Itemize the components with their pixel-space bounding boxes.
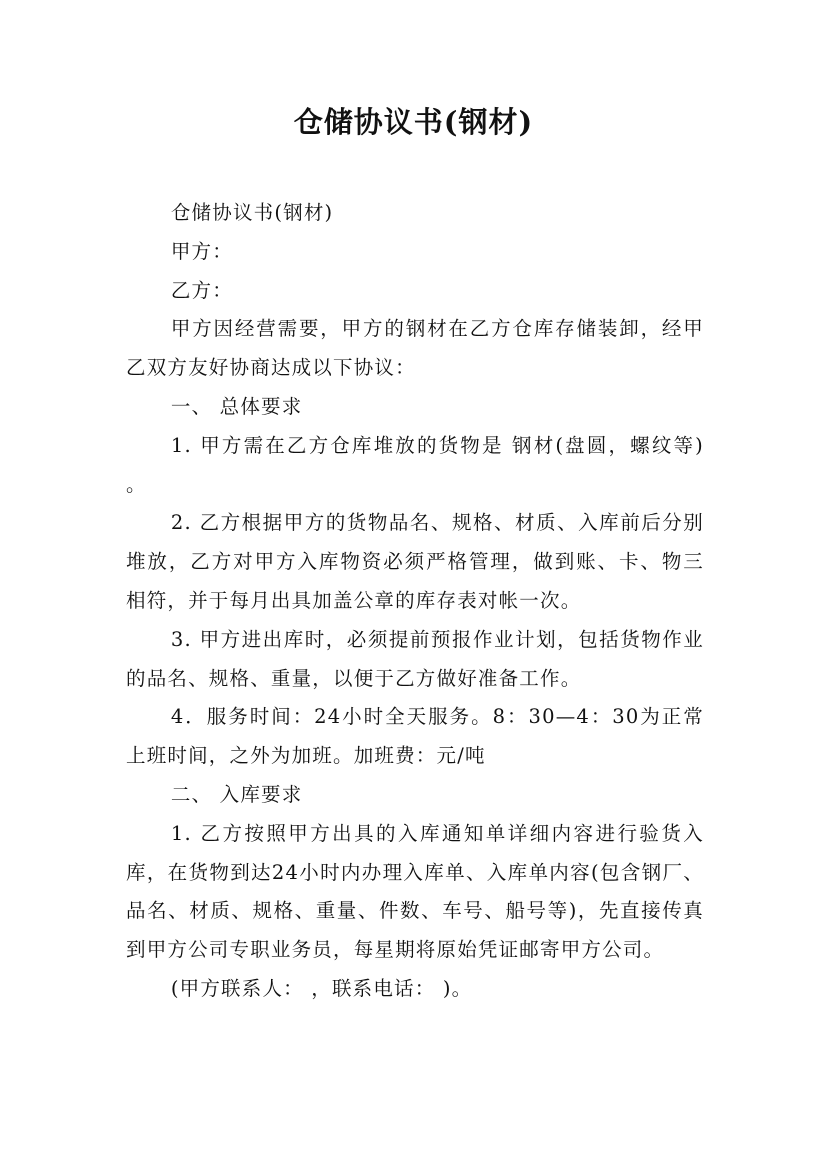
clause-1-4: 4．服务时间：24小时全天服务。8：30—4：30为正常上班时间，之外为加班。加班费：元/吨: [126, 705, 704, 768]
document-body: [126, 194, 704, 1009]
section-heading-inbound: 二、 入库要求: [170, 782, 303, 806]
preamble-paragraph: 甲方因经营需要，甲方的钢材在乙方仓库存储装卸，经甲乙双方友好协商达成以下协议：: [126, 317, 704, 380]
contact-line: (甲方联系人： ，联系电话： )。: [170, 976, 473, 1000]
paragraph-heading-repeat: 仓储协议书(钢材): [170, 201, 334, 224]
party-a-line: 甲方：: [170, 239, 233, 263]
clause-1-2: 2. 乙方根据甲方的货物品名、规格、材质、入库前后分别堆放，乙方对甲方入库物资必须严格管理，做到账、卡、物三相符，并于每月出具加盖公章的库存表对帐一次。: [126, 511, 704, 612]
clause-1-3: 3. 甲方进出库时，必须提前预报作业计划，包括货物作业的品名、规格、重量，以便于乙方做好准备工作。: [126, 627, 704, 690]
document-title: 仓储协议书(钢材): [293, 105, 534, 139]
clause-1-1: 1. 甲方需在乙方仓库堆放的货物是 钢材(盘圆，螺纹等) 。: [126, 433, 704, 496]
section-heading-general: 一、 总体要求: [170, 394, 303, 418]
party-b-line: 乙方：: [170, 278, 233, 302]
clause-2-1: 1. 乙方按照甲方出具的入库通知单详细内容进行验货入库，在货物到达24小时内办理入库单、入库单内容(包含钢厂、品名、材质、规格、重量、件数、车号、船号等)，先直接传真到甲方公司专职业务员，每星期将原始凭证邮寄甲方公司。: [126, 821, 704, 962]
